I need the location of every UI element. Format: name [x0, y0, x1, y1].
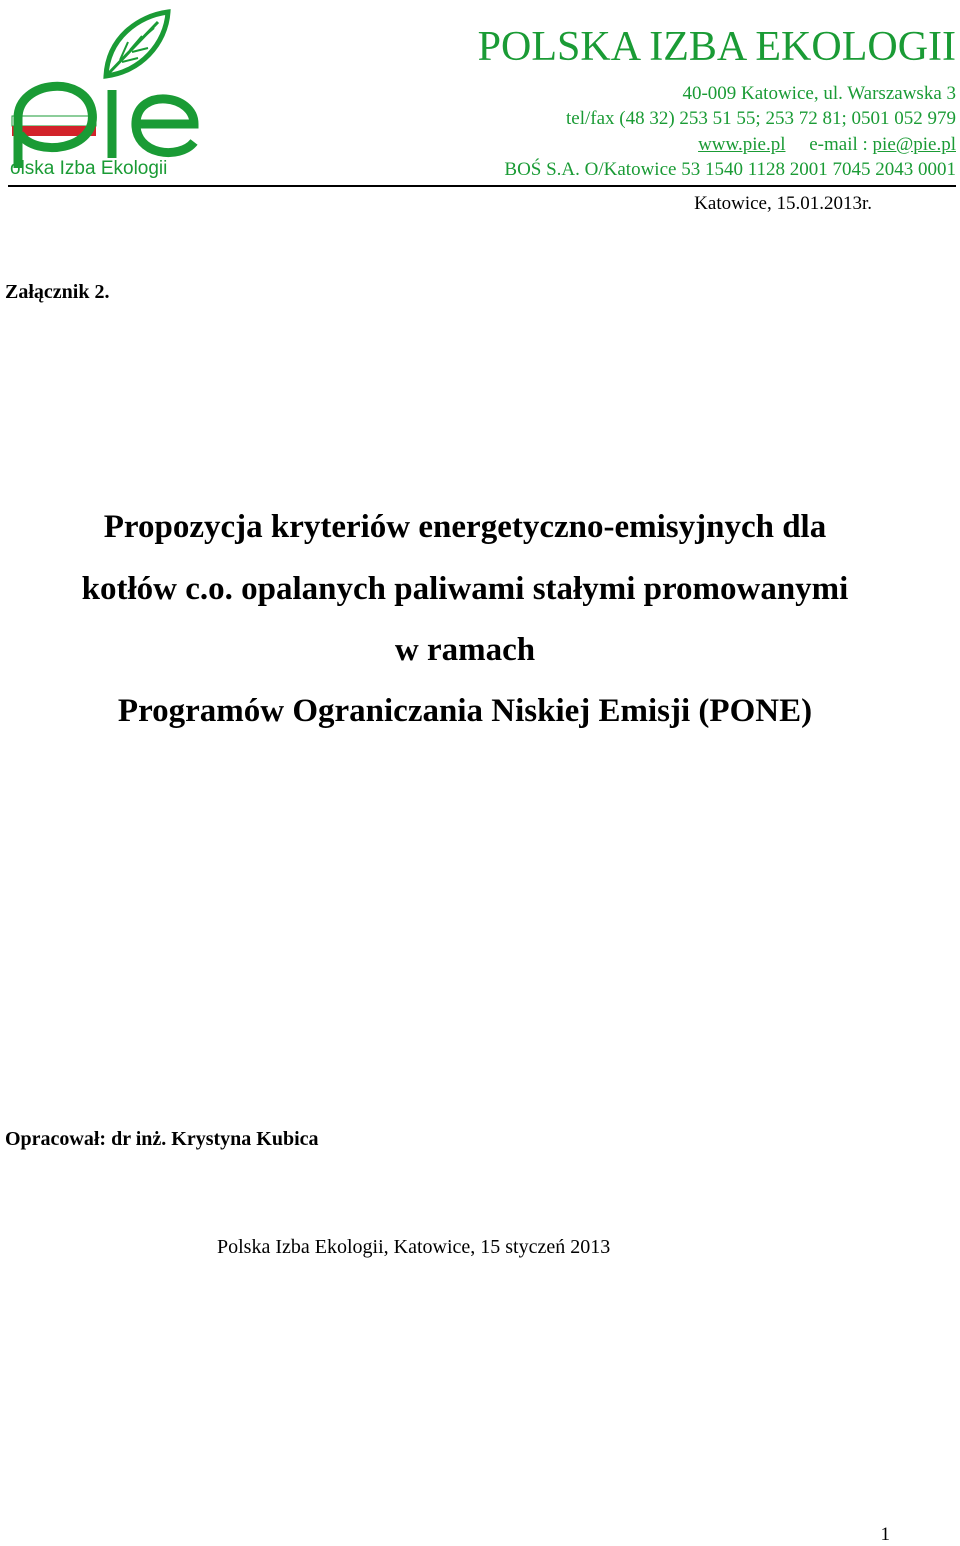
org-address: 40-009 Katowice, ul. Warszawska 3: [682, 83, 956, 104]
email-label: e-mail :: [809, 134, 868, 155]
logo-caption: olska Izba Ekologii: [10, 158, 168, 179]
title-line-4: Programów Ograniczania Niskiej Emisji (PONE): [117, 693, 813, 729]
title-line-1: Propozycja kryteriów energetyczno-emisyjnych dla: [103, 509, 827, 545]
title-line-3: w ramach: [394, 632, 536, 668]
website-link[interactable]: www.pie.pl: [698, 134, 786, 155]
org-phone: tel/fax (48 32) 253 51 55; 253 72 81; 0501 052 979: [566, 108, 956, 129]
pie-logo: [8, 8, 200, 184]
author: Opracował: dr inż. Krystyna Kubica: [5, 1128, 319, 1150]
org-name: POLSKA IZBA EKOLOGII: [477, 24, 956, 70]
contact-line: [698, 135, 956, 154]
city-date: Katowice, 15.01.2013r.: [694, 193, 872, 214]
bank-account: BOŚ S.A. O/Katowice 53 1540 1128 2001 7045 2043 0001: [504, 159, 956, 180]
header-divider: [8, 185, 956, 187]
footer-org-date: Polska Izba Ekologii, Katowice, 15 styczeń 2013: [217, 1236, 611, 1258]
email-link[interactable]: pie@pie.pl: [872, 134, 956, 155]
title-line-2: kotłów c.o. opalanych paliwami stałymi promowanymi: [81, 571, 849, 607]
page-number: 1: [880, 1524, 890, 1545]
annex-label: Załącznik 2.: [5, 281, 110, 303]
